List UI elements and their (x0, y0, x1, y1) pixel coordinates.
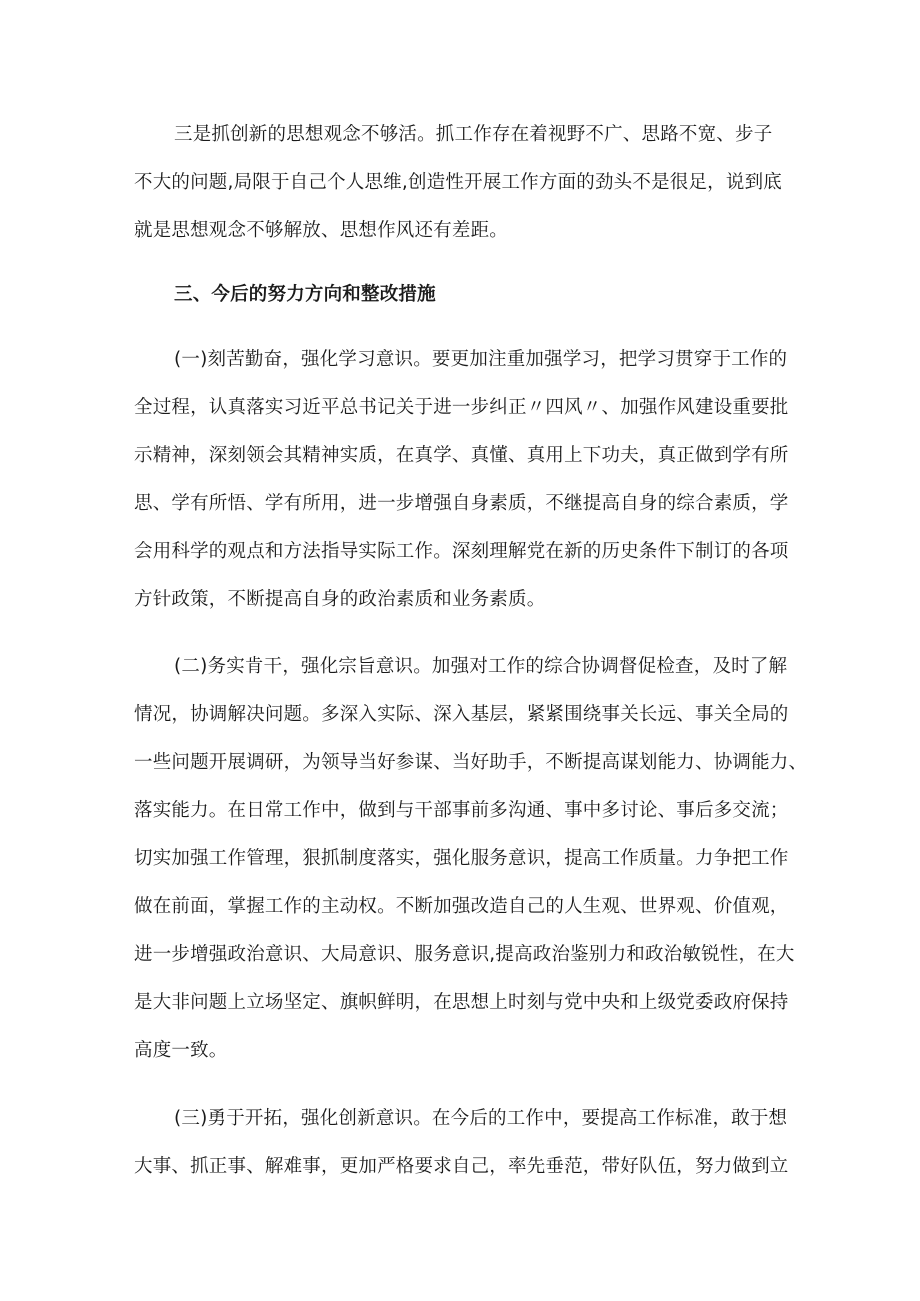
text-line: 会用科学的观点和方法指导实际工作。深刻理解党在新的历史条件下制订的各项 (134, 541, 789, 562)
text-line: 三是抓创新的思想观念不够活。抓工作存在着视野不广、思路不宽、步子 (174, 124, 773, 145)
text-line: 进一步增强政治意识、大局意识、服务意识,提高政治鉴别力和政治敏锐性，在大 (134, 944, 795, 965)
text-line: 落实能力。在日常工作中，做到与干部事前多沟通、事中多讨论、事后多交流； (134, 800, 789, 821)
text-line: (三)勇于开拓，强化创新意识。在今后的工作中，要提高工作标准，敢于想 (174, 1108, 788, 1129)
text-line: 不大的问题,局限于自己个人思维,创造性开展工作方面的劲头不是很足，说到底 (134, 172, 782, 193)
text-line: 就是思想观念不够解放、思想作风还有差距。 (134, 220, 509, 241)
text-line: 一些问题开展调研，为领导当好参谋、当好助手，不断提高谋划能力、协调能力、 (134, 752, 808, 773)
text-line: 做在前面，掌握工作的主动权。不断加强改造自己的人生观、世界观、价值观， (134, 896, 789, 917)
text-line: 全过程，认真落实习近平总书记关于进一步纠正〃四风〃、加强作风建设重要批 (134, 397, 789, 418)
text-line: (二)务实肯干，强化宗旨意识。加强对工作的综合协调督促检查，及时了解 (174, 656, 788, 677)
text-line: 高度一致。 (134, 1040, 228, 1061)
text-line: 示精神，深刻领会其精神实质，在真学、真懂、真用上下功夫，真正做到学有所 (134, 445, 789, 466)
text-line: 切实加强工作管理，狠抓制度落实，强化服务意识，提高工作质量。力争把工作 (134, 848, 789, 869)
text-line: 情况，协调解决问题。多深入实际、深入基层，紧紧围绕事关长远、事关全局的 (134, 704, 789, 725)
text-line: 是大非问题上立场坚定、旗帜鲜明，在思想上时刻与党中央和上级党委政府保持 (134, 992, 789, 1013)
heading-text: 三、今后的努力方向和整改措施 (174, 284, 436, 305)
text-line: (一)刻苦勤奋，强化学习意识。要更加注重加强学习，把学习贯穿于工作的 (174, 349, 788, 370)
text-line: 大事、抓正事、解难事，更加严格要求自己，率先垂范，带好队伍，努力做到立 (134, 1156, 789, 1177)
text-line: 方针政策，不断提高自身的政治素质和业务素质。 (134, 589, 546, 610)
text-line: 思、学有所悟、学有所用，进一步增强自身素质，不继提高自身的综合素质，学 (134, 493, 789, 514)
